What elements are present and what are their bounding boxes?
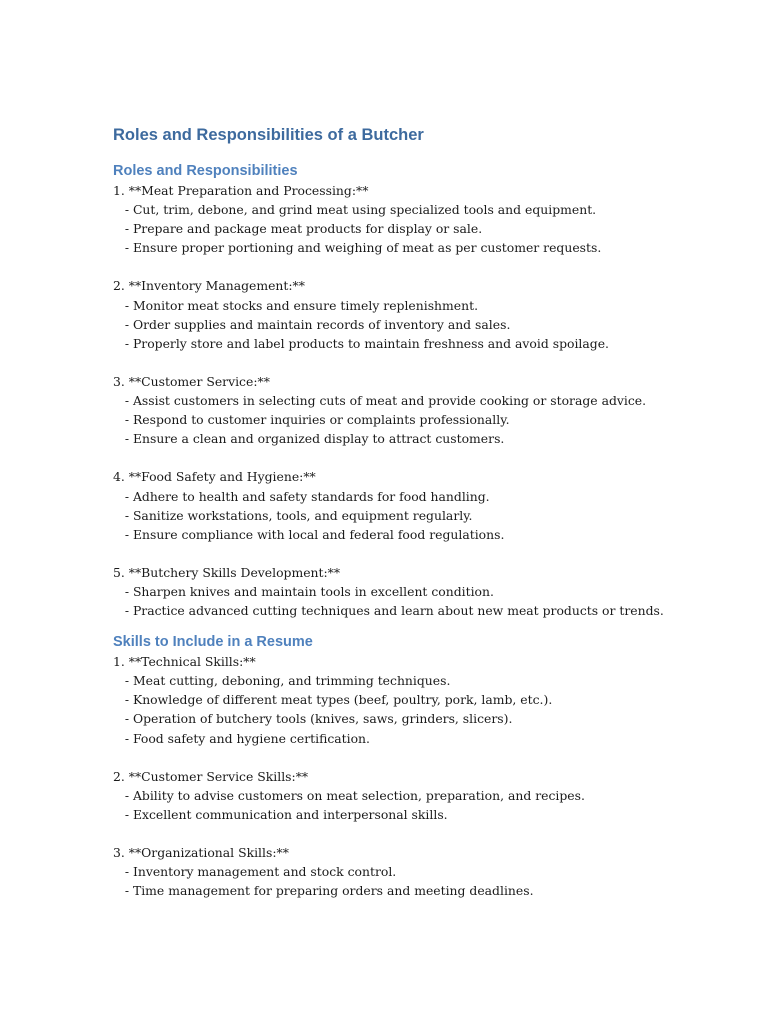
bullet-item: - Assist customers in selecting cuts of meat and provide cooking or storage advice. xyxy=(113,393,647,409)
blank-line xyxy=(113,257,733,276)
numbered-item: 2. **Customer Service Skills:** xyxy=(113,768,309,784)
document-body xyxy=(113,161,733,900)
bullet-item: - Ensure proper portioning and weighing of meat as per customer requests. xyxy=(113,240,602,256)
bullet-item: - Sharpen knives and maintain tools in excellent condition. xyxy=(113,583,494,599)
section-1 xyxy=(113,632,733,900)
spacer xyxy=(113,146,733,161)
section-0 xyxy=(113,161,733,620)
blank-line xyxy=(113,824,733,843)
numbered-item: 1. **Meat Preparation and Processing:** xyxy=(113,183,369,198)
bullet-item: - Cut, trim, debone, and grind meat using specialized tools and equipment. xyxy=(113,202,597,218)
numbered-item: 3. **Organizational Skills:** xyxy=(113,845,289,861)
document-page xyxy=(113,124,733,900)
bullet-item: - Ensure compliance with local and federal food regulations. xyxy=(113,526,505,542)
bullet-item: - Monitor meat stocks and ensure timely replenishment. xyxy=(113,297,479,313)
blank-line xyxy=(113,544,733,563)
numbered-item: 5. **Butchery Skills Development:** xyxy=(113,564,341,580)
blank-line xyxy=(113,748,733,767)
bullet-item: - Excellent communication and interpersonal skills. xyxy=(113,806,448,822)
bullet-item: - Prepare and package meat products for display or sale. xyxy=(113,221,483,237)
document-title: Roles and Responsibilities of a Butcher xyxy=(113,126,424,144)
section-heading: Skills to Include in a Resume xyxy=(113,634,313,651)
bullet-item: - Meat cutting, deboning, and trimming techniques. xyxy=(113,673,451,689)
bullet-item: - Respond to customer inquiries or complaints professionally. xyxy=(113,412,510,428)
spacer xyxy=(113,620,733,632)
section-heading: Roles and Responsibilities xyxy=(113,163,298,179)
bullet-item: - Knowledge of different meat types (beef, poultry, pork, lamb, etc.). xyxy=(113,692,553,708)
bullet-item: - Sanitize workstations, tools, and equipment regularly. xyxy=(113,507,473,523)
numbered-item: 2. **Inventory Management:** xyxy=(113,278,305,294)
bullet-item: - Operation of butchery tools (knives, saws, grinders, slicers). xyxy=(113,711,513,727)
bullet-item: - Ability to advise customers on meat selection, preparation, and recipes. xyxy=(113,787,585,803)
blank-line xyxy=(113,448,733,467)
numbered-item: 1. **Technical Skills:** xyxy=(113,654,256,670)
bullet-item: - Inventory management and stock control. xyxy=(113,864,397,880)
bullet-item: - Practice advanced cutting techniques and learn about new meat products or trends. xyxy=(113,603,664,619)
bullet-item: - Time management for preparing orders and meeting deadlines. xyxy=(113,883,534,899)
bullet-item: - Adhere to health and safety standards for food handling. xyxy=(113,488,490,504)
bullet-item: - Properly store and label products to maintain freshness and avoid spoilage. xyxy=(113,335,609,351)
numbered-item: 3. **Customer Service:** xyxy=(113,373,270,389)
blank-line xyxy=(113,353,733,372)
bullet-item: - Order supplies and maintain records of inventory and sales. xyxy=(113,316,511,332)
bullet-item: - Ensure a clean and organized display to attract customers. xyxy=(113,431,505,447)
numbered-item: 4. **Food Safety and Hygiene:** xyxy=(113,469,316,485)
bullet-item: - Food safety and hygiene certification. xyxy=(113,730,370,746)
